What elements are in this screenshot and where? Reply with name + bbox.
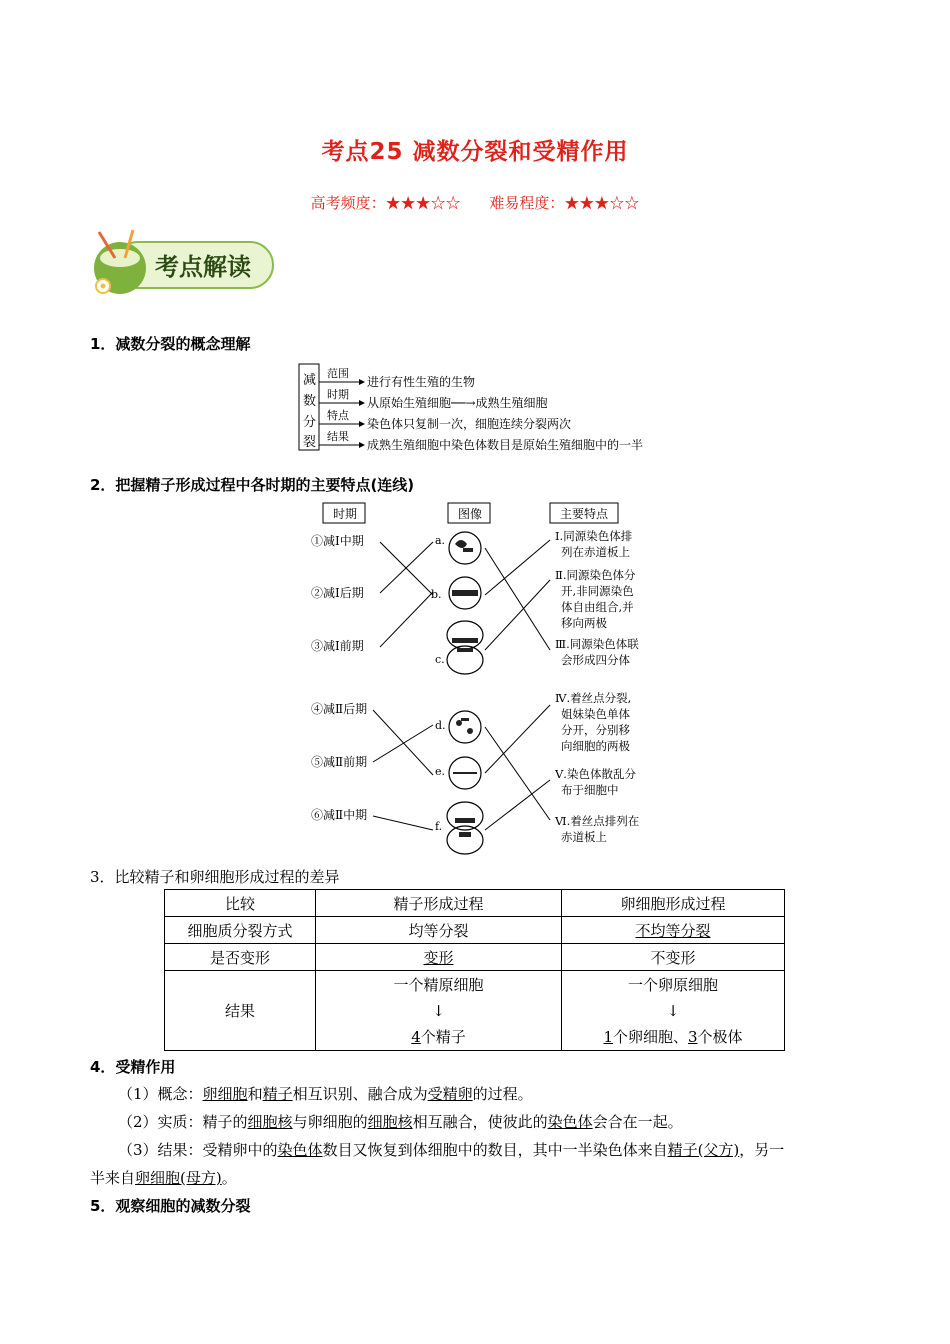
section-3-heading: 3．比较精子和卵细胞形成过程的差异 <box>90 868 340 886</box>
matching-lines <box>373 540 550 830</box>
svg-text:分开，分别移: 分开，分别移 <box>561 723 630 737</box>
svg-text:从原始生殖细胞──→成熟生殖细胞: 从原始生殖细胞──→成熟生殖细胞 <box>367 396 548 410</box>
svg-text:⑤减Ⅱ前期: ⑤减Ⅱ前期 <box>311 755 368 769</box>
svg-text:成熟生殖细胞中染色体数目是原始生殖细胞中的一半: 成熟生殖细胞中染色体数目是原始生殖细胞中的一半 <box>367 438 644 452</box>
table-row: 是否变形 变形 不变形 <box>165 944 785 971</box>
svg-text:布于细胞中: 布于细胞中 <box>561 783 619 797</box>
svg-text:Ⅲ.同源染色体联: Ⅲ.同源染色体联 <box>555 637 639 651</box>
spermatogenesis-matching-diagram <box>305 500 650 858</box>
svg-text:开,非同源染色: 开,非同源染色 <box>561 584 634 598</box>
svg-text:赤道板上: 赤道板上 <box>561 830 607 844</box>
svg-text:d.: d. <box>435 719 446 732</box>
svg-text:特点: 特点 <box>327 409 349 422</box>
svg-text:数: 数 <box>303 394 317 409</box>
svg-text:b.: b. <box>431 588 442 601</box>
svg-text:Ⅱ.同源染色体分: Ⅱ.同源染色体分 <box>555 568 636 582</box>
banner-label: 考点解读 <box>155 253 251 281</box>
svg-text:④减Ⅱ后期: ④减Ⅱ后期 <box>311 702 368 716</box>
header-cell: 卵细胞形成过程 <box>562 890 785 917</box>
svg-text:染色体只复制一次，细胞连续分裂两次: 染色体只复制一次，细胞连续分裂两次 <box>367 417 572 431</box>
section-4-heading: 4．受精作用 <box>90 1058 176 1076</box>
svg-text:主要特点: 主要特点 <box>560 507 609 521</box>
svg-text:③减Ⅰ前期: ③减Ⅰ前期 <box>311 639 364 653</box>
svg-text:体自由组合,并: 体自由组合,并 <box>561 600 634 614</box>
svg-text:Ⅵ.着丝点排列在: Ⅵ.着丝点排列在 <box>555 814 640 828</box>
svg-text:f.: f. <box>435 820 443 833</box>
svg-text:向细胞的两极: 向细胞的两极 <box>561 739 630 753</box>
svg-text:姐妹染色单体: 姐妹染色单体 <box>561 707 630 721</box>
svg-text:列在赤道板上: 列在赤道板上 <box>561 545 630 559</box>
svg-text:裂: 裂 <box>303 435 317 450</box>
frequency-line <box>0 192 950 213</box>
svg-text:分: 分 <box>303 415 317 430</box>
svg-text:⑥减Ⅱ中期: ⑥减Ⅱ中期 <box>311 808 368 822</box>
fertilization-concept: （1）概念：卵细胞和精子相互识别、融合成为受精卵的过程。 <box>118 1085 533 1103</box>
svg-text:移向两极: 移向两极 <box>561 616 607 630</box>
svg-text:e.: e. <box>435 765 446 778</box>
difficulty-level: 难易程度：★★★☆☆ <box>489 194 640 212</box>
row-text: 进行有性生殖的生物 <box>367 375 476 389</box>
svg-text:Ⅴ.染色体散乱分: Ⅴ.染色体散乱分 <box>555 767 636 781</box>
image-label: a. <box>435 534 446 547</box>
section-banner <box>85 228 275 298</box>
svg-text:Ⅳ.着丝点分裂,: Ⅳ.着丝点分裂, <box>555 691 632 705</box>
table-row: 结果 一个精原细胞 ↓ 4个精子 一个卵原细胞 ↓ 1个卵细胞、3个极体 <box>165 971 785 1051</box>
fertilization-essence: （2）实质：精子的细胞核与卵细胞的细胞核相互融合，使彼此的染色体会合在一起。 <box>118 1113 683 1131</box>
header-cell: 精子形成过程 <box>316 890 562 917</box>
section-2-heading: 2．把握精子形成过程中各时期的主要特点(连线) <box>90 476 415 494</box>
svg-text:结果: 结果 <box>327 430 349 443</box>
row-tag: 范围 <box>327 367 349 380</box>
section-5-heading: 5．观察细胞的减数分裂 <box>90 1197 251 1215</box>
table-header-row <box>165 890 785 917</box>
comparison-table <box>164 889 785 1051</box>
chromosome-marks <box>452 540 478 837</box>
svg-text:会形成四分体: 会形成四分体 <box>561 653 630 667</box>
feature-list <box>554 529 639 844</box>
svg-text:c.: c. <box>435 653 445 666</box>
period-label: ①减Ⅰ中期 <box>311 534 364 548</box>
header-cell: 比较 <box>165 890 316 917</box>
page-title: 考点25 减数分裂和受精作用 <box>321 139 629 165</box>
meiosis-concept-diagram <box>295 360 665 455</box>
gaokao-frequency: 高考频度：★★★☆☆ <box>310 194 461 212</box>
table-row: 细胞质分裂方式 均等分裂 不均等分裂 <box>165 917 785 944</box>
feature-text: Ⅰ.同源染色体排 <box>555 529 633 543</box>
cell-images <box>447 532 483 854</box>
fertilization-result-cont: 半来自卵细胞(母方)。 <box>90 1169 237 1187</box>
svg-text:时期: 时期 <box>327 388 349 401</box>
section-1-heading: 1．减数分裂的概念理解 <box>90 335 251 353</box>
fertilization-result: （3）结果：受精卵中的染色体数目又恢复到体细胞中的数目，其中一半染色体来自精子(父方)，另一 <box>118 1141 785 1159</box>
svg-text:减: 减 <box>303 373 317 388</box>
svg-text:②减Ⅰ后期: ②减Ⅰ后期 <box>311 586 364 600</box>
col-head: 时期 <box>333 507 358 521</box>
svg-text:图像: 图像 <box>458 507 483 521</box>
